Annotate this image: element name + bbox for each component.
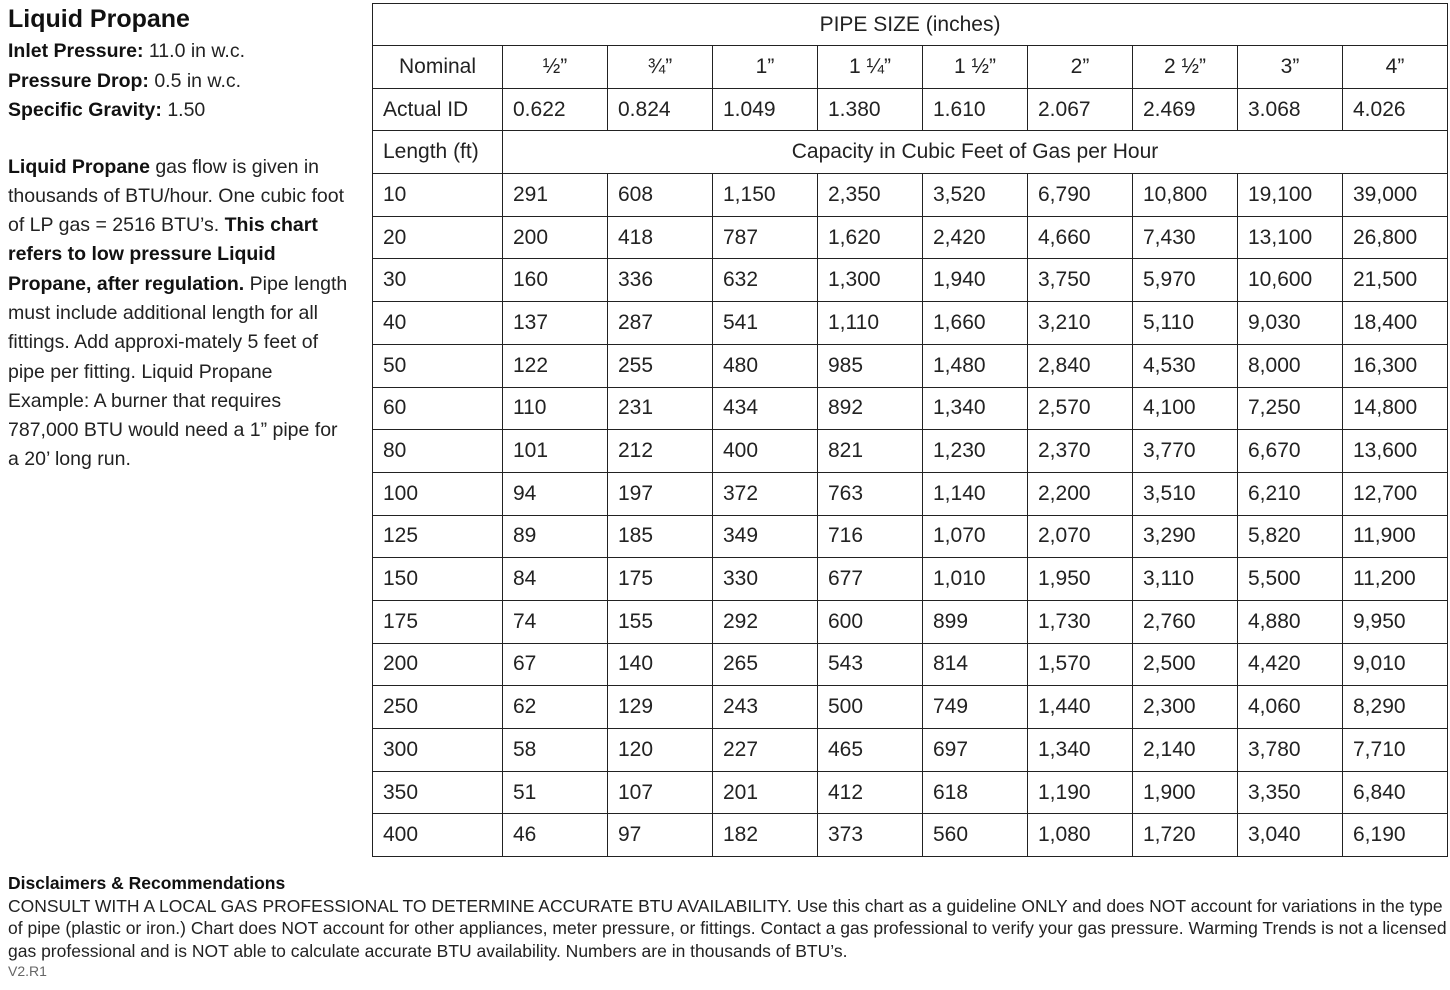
nominal-size-cell: 1 ½”	[923, 46, 1028, 89]
capacity-cell: 140	[608, 643, 713, 686]
capacity-cell: 3,350	[1238, 771, 1343, 814]
capacity-cell: 3,770	[1133, 430, 1238, 473]
capacity-cell: 10,600	[1238, 259, 1343, 302]
capacity-cell: 231	[608, 387, 713, 430]
capacity-cell: 814	[923, 643, 1028, 686]
capacity-cell: 107	[608, 771, 713, 814]
nominal-size-cell: 4”	[1343, 46, 1448, 89]
actual-id-cell: 2.067	[1028, 88, 1133, 131]
length-cell: 125	[373, 515, 503, 558]
capacity-cell: 465	[818, 729, 923, 772]
capacity-cell: 4,530	[1133, 344, 1238, 387]
capacity-cell: 6,790	[1028, 174, 1133, 217]
capacity-cell: 3,290	[1133, 515, 1238, 558]
capacity-cell: 1,080	[1028, 814, 1133, 857]
length-header-row	[373, 131, 1448, 174]
length-cell: 100	[373, 472, 503, 515]
actual-id-cell: 4.026	[1343, 88, 1448, 131]
capacity-cell: 101	[503, 430, 608, 473]
nominal-size-cell: ¾”	[608, 46, 713, 89]
capacity-cell: 18,400	[1343, 302, 1448, 345]
pipe-size-header: PIPE SIZE (inches)	[373, 4, 1448, 46]
capacity-cell: 2,420	[923, 216, 1028, 259]
nominal-size-cell: 2 ½”	[1133, 46, 1238, 89]
capacity-cell: 3,750	[1028, 259, 1133, 302]
capacity-cell: 21,500	[1343, 259, 1448, 302]
table-row	[373, 387, 1448, 430]
table-row	[373, 216, 1448, 259]
capacity-cell: 2,070	[1028, 515, 1133, 558]
capacity-cell: 787	[713, 216, 818, 259]
capacity-cell: 1,340	[923, 387, 1028, 430]
capacity-cell: 2,200	[1028, 472, 1133, 515]
capacity-cell: 1,110	[818, 302, 923, 345]
capacity-cell: 6,670	[1238, 430, 1343, 473]
table-row	[373, 814, 1448, 857]
capacity-cell: 7,710	[1343, 729, 1448, 772]
capacity-cell: 212	[608, 430, 713, 473]
capacity-cell: 1,940	[923, 259, 1028, 302]
description-bold-note: This chart refers to low pressure Liquid Propane, after regulation.	[8, 214, 318, 295]
spec-value: 1.50	[167, 99, 206, 121]
capacity-cell: 400	[713, 430, 818, 473]
capacity-cell: 3,110	[1133, 558, 1238, 601]
info-panel	[8, 4, 353, 475]
capacity-cell: 9,010	[1343, 643, 1448, 686]
capacity-cell: 255	[608, 344, 713, 387]
capacity-cell: 197	[608, 472, 713, 515]
capacity-cell: 2,500	[1133, 643, 1238, 686]
spec-pressure-drop	[8, 67, 353, 97]
description-text-2: Pipe length must include additional length for all fittings. Add approxi-mately 5 feet of pipe per fitting. Liquid Propane Example: A burner that requires 787,000 BTU would need a 1” pipe for a 20’ long run.	[8, 272, 348, 471]
capacity-cell: 14,800	[1343, 387, 1448, 430]
table-row	[373, 430, 1448, 473]
capacity-cell: 13,600	[1343, 430, 1448, 473]
table-row	[373, 600, 1448, 643]
table-row	[373, 302, 1448, 345]
spec-value: 0.5 in w.c.	[154, 69, 242, 92]
length-cell: 200	[373, 643, 503, 686]
capacity-cell: 13,100	[1238, 216, 1343, 259]
table-row	[373, 174, 1448, 217]
capacity-cell: 94	[503, 472, 608, 515]
capacity-cell: 39,000	[1343, 174, 1448, 217]
capacity-cell: 2,350	[818, 174, 923, 217]
capacity-cell: 62	[503, 686, 608, 729]
capacity-cell: 1,730	[1028, 600, 1133, 643]
actual-id-row	[373, 88, 1448, 131]
length-cell: 250	[373, 686, 503, 729]
capacity-cell: 6,840	[1343, 771, 1448, 814]
capacity-cell: 892	[818, 387, 923, 430]
capacity-cell: 1,570	[1028, 643, 1133, 686]
capacity-cell: 8,290	[1343, 686, 1448, 729]
capacity-cell: 3,040	[1238, 814, 1343, 857]
capacity-cell: 749	[923, 686, 1028, 729]
capacity-cell: 336	[608, 259, 713, 302]
capacity-cell: 821	[818, 430, 923, 473]
length-label: Length (ft)	[373, 131, 503, 174]
capacity-cell: 2,570	[1028, 387, 1133, 430]
actual-id-cell: 1.380	[818, 88, 923, 131]
capacity-cell: 74	[503, 600, 608, 643]
capacity-cell: 4,420	[1238, 643, 1343, 686]
capacity-cell: 1,900	[1133, 771, 1238, 814]
capacity-cell: 763	[818, 472, 923, 515]
nominal-row	[373, 46, 1448, 89]
actual-id-cell: 3.068	[1238, 88, 1343, 131]
disclaimer-text: CONSULT WITH A LOCAL GAS PROFESSIONAL TO DETERMINE ACCURATE BTU AVAILABILITY. Use this chart as a guideline ONLY and does NOT account for variations in the type of pipe (plastic or iron.) Chart does NOT account for other appliances, meter pressure, or fittings. Contact a gas professional to verify your gas pressure. Warming Trends is not a licensed gas professional and is NOT able to calculate accurate BTU availability. Numbers are in thousands of BTU’s.	[8, 895, 1447, 961]
nominal-size-cell: 1”	[713, 46, 818, 89]
capacity-cell: 2,760	[1133, 600, 1238, 643]
capacity-cell: 899	[923, 600, 1028, 643]
nominal-size-cell: 3”	[1238, 46, 1343, 89]
capacity-cell: 2,300	[1133, 686, 1238, 729]
capacity-cell: 618	[923, 771, 1028, 814]
length-cell: 350	[373, 771, 503, 814]
capacity-cell: 5,110	[1133, 302, 1238, 345]
capacity-cell: 4,880	[1238, 600, 1343, 643]
capacity-cell: 1,190	[1028, 771, 1133, 814]
capacity-cell: 500	[818, 686, 923, 729]
capacity-cell: 1,230	[923, 430, 1028, 473]
capacity-cell: 349	[713, 515, 818, 558]
capacity-cell: 541	[713, 302, 818, 345]
capacity-cell: 3,780	[1238, 729, 1343, 772]
capacity-cell: 4,100	[1133, 387, 1238, 430]
capacity-cell: 6,190	[1343, 814, 1448, 857]
capacity-cell: 5,500	[1238, 558, 1343, 601]
capacity-cell: 185	[608, 515, 713, 558]
capacity-cell: 600	[818, 600, 923, 643]
length-cell: 20	[373, 216, 503, 259]
table-row	[373, 472, 1448, 515]
nominal-size-cell: ½”	[503, 46, 608, 89]
capacity-cell: 89	[503, 515, 608, 558]
spec-specific-gravity	[8, 96, 353, 126]
capacity-cell: 1,660	[923, 302, 1028, 345]
capacity-cell: 58	[503, 729, 608, 772]
length-cell: 60	[373, 387, 503, 430]
capacity-cell: 11,900	[1343, 515, 1448, 558]
spec-inlet-pressure	[8, 37, 353, 67]
capacity-cell: 175	[608, 558, 713, 601]
capacity-cell: 608	[608, 174, 713, 217]
spec-label: Specific Gravity:	[8, 99, 162, 121]
capacity-cell: 7,430	[1133, 216, 1238, 259]
length-cell: 400	[373, 814, 503, 857]
capacity-cell: 122	[503, 344, 608, 387]
actual-id-cell: 2.469	[1133, 88, 1238, 131]
capacity-cell: 4,060	[1238, 686, 1343, 729]
length-cell: 80	[373, 430, 503, 473]
capacity-cell: 97	[608, 814, 713, 857]
capacity-cell: 632	[713, 259, 818, 302]
capacity-cell: 4,660	[1028, 216, 1133, 259]
capacity-cell: 373	[818, 814, 923, 857]
capacity-cell: 5,820	[1238, 515, 1343, 558]
capacity-cell: 7,250	[1238, 387, 1343, 430]
length-cell: 175	[373, 600, 503, 643]
capacity-cell: 26,800	[1343, 216, 1448, 259]
length-cell: 30	[373, 259, 503, 302]
capacity-cell: 8,000	[1238, 344, 1343, 387]
capacity-cell: 227	[713, 729, 818, 772]
capacity-cell: 19,100	[1238, 174, 1343, 217]
capacity-cell: 10,800	[1133, 174, 1238, 217]
capacity-cell: 287	[608, 302, 713, 345]
capacity-cell: 3,510	[1133, 472, 1238, 515]
capacity-cell: 1,140	[923, 472, 1028, 515]
capacity-cell: 120	[608, 729, 713, 772]
table-row	[373, 771, 1448, 814]
capacity-cell: 1,480	[923, 344, 1028, 387]
spec-label: Pressure Drop:	[8, 69, 149, 92]
table-row	[373, 515, 1448, 558]
capacity-cell: 155	[608, 600, 713, 643]
capacity-cell: 200	[503, 216, 608, 259]
capacity-cell: 160	[503, 259, 608, 302]
pipe-size-header-row	[373, 4, 1448, 46]
capacity-cell: 2,370	[1028, 430, 1133, 473]
capacity-table	[372, 3, 1448, 857]
capacity-header: Capacity in Cubic Feet of Gas per Hour	[503, 131, 1448, 174]
capacity-cell: 434	[713, 387, 818, 430]
capacity-cell: 1,620	[818, 216, 923, 259]
capacity-cell: 677	[818, 558, 923, 601]
capacity-cell: 84	[503, 558, 608, 601]
capacity-cell: 46	[503, 814, 608, 857]
table-row	[373, 344, 1448, 387]
actual-id-cell: 1.049	[713, 88, 818, 131]
capacity-cell: 480	[713, 344, 818, 387]
capacity-cell: 67	[503, 643, 608, 686]
capacity-cell: 9,950	[1343, 600, 1448, 643]
capacity-cell: 2,140	[1133, 729, 1238, 772]
capacity-cell: 418	[608, 216, 713, 259]
length-cell: 40	[373, 302, 503, 345]
capacity-cell: 372	[713, 472, 818, 515]
capacity-cell: 1,010	[923, 558, 1028, 601]
capacity-cell: 1,720	[1133, 814, 1238, 857]
capacity-table-wrapper	[372, 3, 1447, 857]
capacity-cell: 12,700	[1343, 472, 1448, 515]
capacity-cell: 716	[818, 515, 923, 558]
capacity-cell: 11,200	[1343, 558, 1448, 601]
capacity-cell: 697	[923, 729, 1028, 772]
description-paragraph	[8, 153, 353, 475]
table-row	[373, 259, 1448, 302]
capacity-cell: 291	[503, 174, 608, 217]
capacity-cell: 330	[713, 558, 818, 601]
capacity-cell: 1,340	[1028, 729, 1133, 772]
capacity-cell: 292	[713, 600, 818, 643]
nominal-label: Nominal	[373, 46, 503, 89]
table-row	[373, 643, 1448, 686]
capacity-cell: 543	[818, 643, 923, 686]
length-cell: 150	[373, 558, 503, 601]
actual-id-cell: 1.610	[923, 88, 1028, 131]
capacity-cell: 201	[713, 771, 818, 814]
length-cell: 300	[373, 729, 503, 772]
disclaimer	[8, 872, 1448, 962]
disclaimer-title: Disclaimers & Recommendations	[8, 873, 286, 893]
capacity-cell: 3,210	[1028, 302, 1133, 345]
actual-id-cell: 0.622	[503, 88, 608, 131]
page-title: Liquid Propane	[8, 5, 190, 33]
description-text: gas flow is given in thousands of BTU/hour. One cubic foot of LP gas = 2516 BTU’s.	[8, 155, 345, 237]
nominal-size-cell: 1 ¼”	[818, 46, 923, 89]
capacity-cell: 1,440	[1028, 686, 1133, 729]
capacity-cell: 1,950	[1028, 558, 1133, 601]
capacity-cell: 1,070	[923, 515, 1028, 558]
spec-value: 11.0 in w.c.	[148, 40, 246, 62]
description-bold-lead: Liquid Propane	[8, 155, 150, 178]
capacity-cell: 3,520	[923, 174, 1028, 217]
capacity-cell: 182	[713, 814, 818, 857]
capacity-cell: 1,300	[818, 259, 923, 302]
capacity-cell: 129	[608, 686, 713, 729]
length-cell: 50	[373, 344, 503, 387]
capacity-cell: 1,150	[713, 174, 818, 217]
capacity-cell: 16,300	[1343, 344, 1448, 387]
capacity-cell: 51	[503, 771, 608, 814]
capacity-cell: 137	[503, 302, 608, 345]
capacity-cell: 265	[713, 643, 818, 686]
table-row	[373, 558, 1448, 601]
capacity-cell: 243	[713, 686, 818, 729]
capacity-cell: 9,030	[1238, 302, 1343, 345]
capacity-cell: 6,210	[1238, 472, 1343, 515]
capacity-cell: 985	[818, 344, 923, 387]
capacity-cell: 110	[503, 387, 608, 430]
capacity-cell: 412	[818, 771, 923, 814]
version-label: V2.R1	[8, 963, 47, 979]
spec-label: Inlet Pressure:	[8, 40, 144, 62]
capacity-cell: 2,840	[1028, 344, 1133, 387]
length-cell: 10	[373, 174, 503, 217]
capacity-cell: 5,970	[1133, 259, 1238, 302]
nominal-size-cell: 2”	[1028, 46, 1133, 89]
actual-id-cell: 0.824	[608, 88, 713, 131]
capacity-cell: 560	[923, 814, 1028, 857]
actual-id-label: Actual ID	[373, 88, 503, 131]
table-row	[373, 729, 1448, 772]
table-row	[373, 686, 1448, 729]
